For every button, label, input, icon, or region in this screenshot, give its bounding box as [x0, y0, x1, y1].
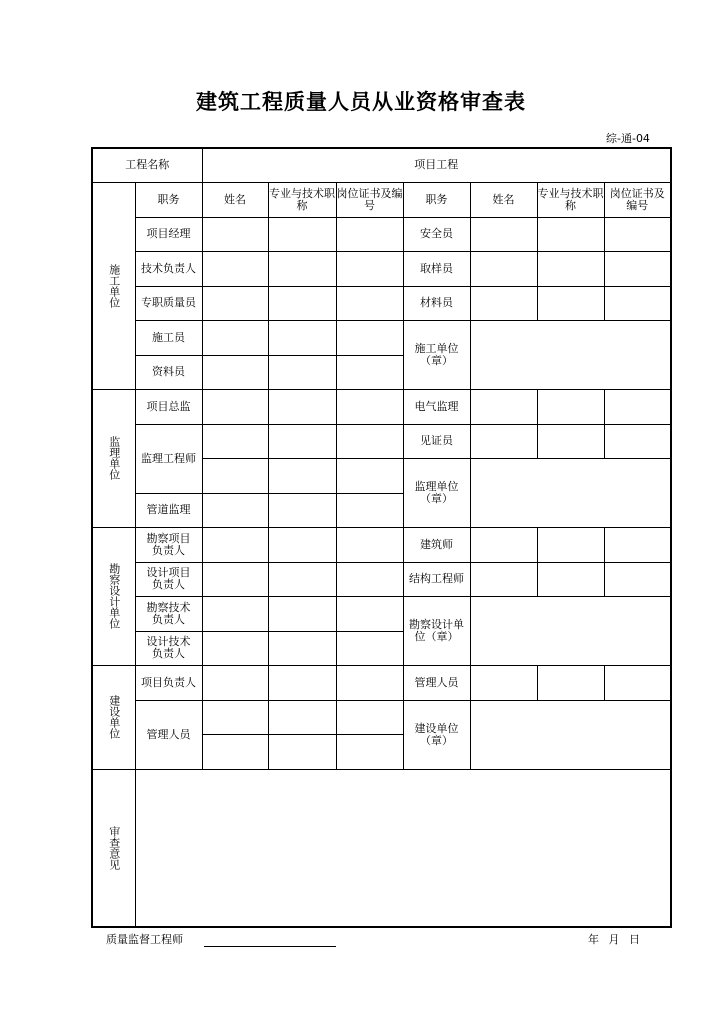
cell[interactable] [537, 424, 604, 458]
survey-design-seal-area[interactable] [470, 596, 671, 665]
cell[interactable] [604, 251, 671, 286]
review-label: 审查意见 [92, 769, 135, 927]
cell[interactable] [604, 562, 671, 596]
owner-seal-area[interactable] [470, 700, 671, 769]
cell[interactable] [336, 389, 403, 424]
header-role: 职务 [135, 182, 202, 217]
cell[interactable] [202, 320, 268, 355]
cell[interactable] [470, 562, 537, 596]
construction-unit-label: 施工单位 [92, 182, 135, 389]
cell[interactable] [604, 286, 671, 320]
role-label: 管道监理 [135, 493, 202, 527]
role-label: 项目负责人 [135, 665, 202, 700]
cell[interactable] [336, 527, 403, 562]
cell[interactable] [268, 700, 336, 734]
cell[interactable] [268, 493, 336, 527]
header-cert-no: 岗位证书及编号 [336, 182, 403, 217]
cell[interactable] [336, 631, 403, 665]
cell[interactable] [268, 389, 336, 424]
header-name: 姓名 [202, 182, 268, 217]
role-label: 结构工程师 [403, 562, 470, 596]
cell[interactable] [470, 665, 537, 700]
project-name-value[interactable]: 项目工程 [202, 148, 671, 182]
cell[interactable] [268, 458, 336, 493]
survey-design-seal-label: 勘察设计单位（章） [403, 596, 470, 665]
role-label: 项目经理 [135, 217, 202, 251]
cell[interactable] [202, 734, 268, 769]
header-role-2: 职务 [403, 182, 470, 217]
owner-unit-label: 建设单位 [92, 665, 135, 769]
cell[interactable] [268, 562, 336, 596]
cell[interactable] [268, 286, 336, 320]
role-label: 资料员 [135, 355, 202, 389]
cell[interactable] [268, 217, 336, 251]
role-label: 施工员 [135, 320, 202, 355]
cell[interactable] [336, 286, 403, 320]
cell[interactable] [202, 355, 268, 389]
cell[interactable] [604, 665, 671, 700]
cell[interactable] [537, 562, 604, 596]
cell[interactable] [336, 562, 403, 596]
cell[interactable] [336, 493, 403, 527]
cell[interactable] [336, 251, 403, 286]
cell[interactable] [604, 527, 671, 562]
cell[interactable] [202, 251, 268, 286]
header-major-title-2: 专业与技术职称 [537, 182, 604, 217]
cell[interactable] [336, 734, 403, 769]
form-code: 综-通-04 [606, 132, 650, 145]
cell[interactable] [470, 251, 537, 286]
cell[interactable] [336, 665, 403, 700]
cell[interactable] [268, 355, 336, 389]
page-title: 建筑工程质量人员从业资格审查表 [196, 90, 526, 114]
cell[interactable] [470, 527, 537, 562]
cell[interactable] [202, 631, 268, 665]
project-name-label: 工程名称 [92, 148, 202, 182]
role-label: 安全员 [403, 217, 470, 251]
header-cert-no-2: 岗位证书及编号 [604, 182, 671, 217]
cell[interactable] [537, 217, 604, 251]
cell[interactable] [336, 700, 403, 734]
cell[interactable] [202, 700, 268, 734]
cell[interactable] [202, 596, 268, 631]
role-label: 管理人员 [403, 665, 470, 700]
cell[interactable] [268, 424, 336, 458]
cell[interactable] [336, 458, 403, 493]
cell[interactable] [202, 527, 268, 562]
role-label: 项目总监 [135, 389, 202, 424]
quality-engineer-label: 质量监督工程师 [106, 933, 183, 946]
cell[interactable] [268, 251, 336, 286]
cell[interactable] [268, 734, 336, 769]
cell[interactable] [336, 320, 403, 355]
signature-line[interactable] [204, 946, 336, 947]
cell[interactable] [537, 286, 604, 320]
cell[interactable] [268, 665, 336, 700]
role-label: 取样员 [403, 251, 470, 286]
review-opinion-area[interactable] [135, 769, 671, 927]
role-label: 勘察技术负责人 [135, 596, 202, 631]
role-label: 见证员 [403, 424, 470, 458]
cell[interactable] [470, 217, 537, 251]
role-label: 技术负责人 [135, 251, 202, 286]
cell[interactable] [202, 562, 268, 596]
role-label: 勘察项目负责人 [135, 527, 202, 562]
construction-seal-area[interactable] [470, 320, 671, 389]
role-label: 专职质量员 [135, 286, 202, 320]
cell[interactable] [202, 493, 268, 527]
cell[interactable] [202, 217, 268, 251]
cell[interactable] [268, 320, 336, 355]
supervision-seal-area[interactable] [470, 458, 671, 527]
cell[interactable] [202, 665, 268, 700]
role-label: 设计项目负责人 [135, 562, 202, 596]
qualification-review-table [91, 147, 672, 928]
cell[interactable] [202, 458, 268, 493]
construction-seal-label: 施工单位（章） [403, 320, 470, 389]
role-label: 电气监理 [403, 389, 470, 424]
cell[interactable] [268, 631, 336, 665]
cell[interactable] [537, 251, 604, 286]
survey-design-unit-label: 勘察设计单位 [92, 527, 135, 665]
cell[interactable] [336, 355, 403, 389]
supervision-seal-label: 监理单位（章） [403, 458, 470, 527]
owner-seal-label: 建设单位（章） [403, 700, 470, 769]
supervision-unit-label: 监理单位 [92, 389, 135, 527]
date-label: 年 月 日 [588, 933, 640, 946]
cell[interactable] [537, 527, 604, 562]
cell[interactable] [202, 424, 268, 458]
cell[interactable] [336, 217, 403, 251]
header-name-2: 姓名 [470, 182, 537, 217]
role-label: 管理人员 [135, 700, 202, 769]
cell[interactable] [336, 424, 403, 458]
cell[interactable] [537, 389, 604, 424]
header-major-title: 专业与技术职称 [268, 182, 336, 217]
cell[interactable] [604, 389, 671, 424]
cell[interactable] [268, 527, 336, 562]
cell[interactable] [604, 424, 671, 458]
cell[interactable] [537, 665, 604, 700]
cell[interactable] [268, 596, 336, 631]
cell[interactable] [470, 424, 537, 458]
role-label: 建筑师 [403, 527, 470, 562]
role-label: 设计技术负责人 [135, 631, 202, 665]
role-label: 监理工程师 [135, 424, 202, 493]
role-label: 材料员 [403, 286, 470, 320]
cell[interactable] [604, 217, 671, 251]
cell[interactable] [202, 389, 268, 424]
cell[interactable] [470, 389, 537, 424]
cell[interactable] [202, 286, 268, 320]
cell[interactable] [336, 596, 403, 631]
cell[interactable] [470, 286, 537, 320]
